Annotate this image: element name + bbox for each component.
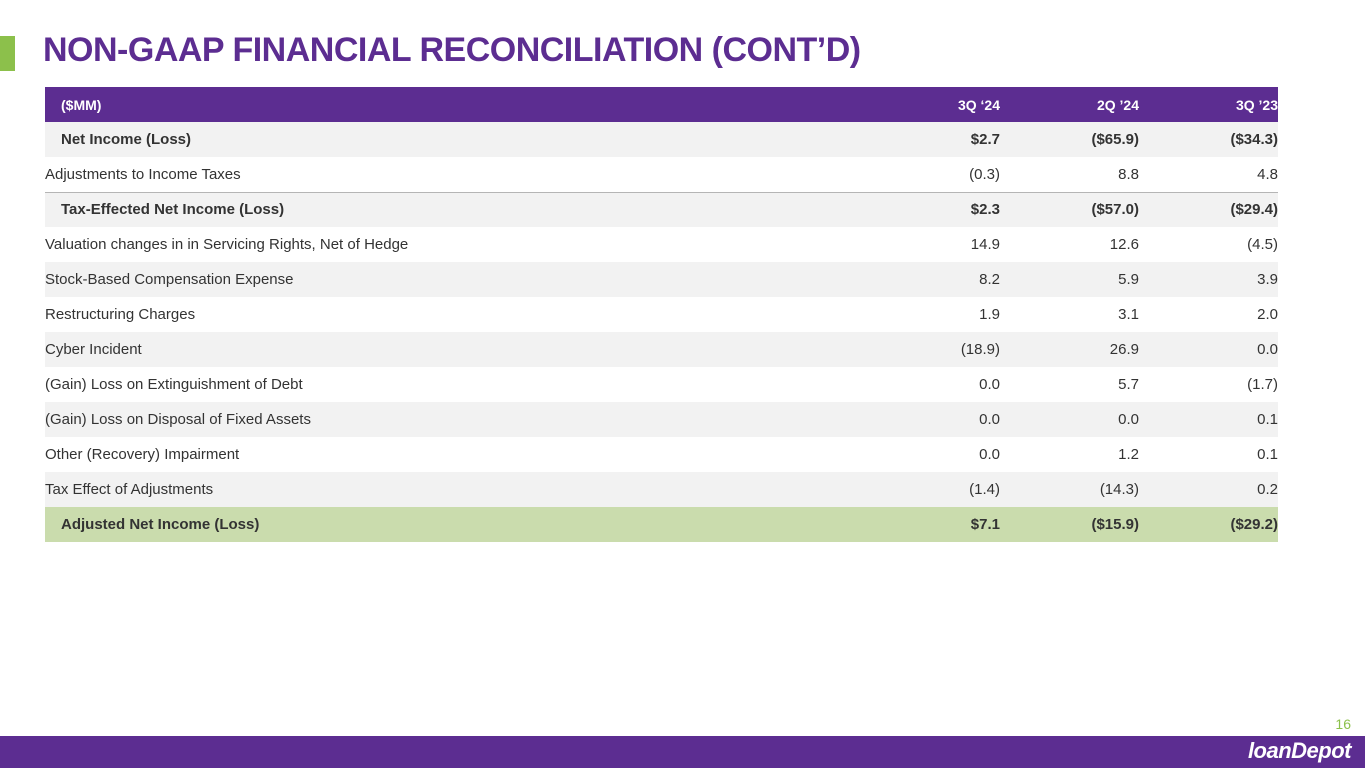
row-label: Stock-Based Compensation Expense (45, 271, 294, 288)
table-row (45, 297, 1278, 332)
row-value-3q24: 0.0 (979, 446, 1000, 463)
page-title: NON-GAAP FINANCIAL RECONCILIATION (CONT’D) (43, 31, 861, 69)
table-row (45, 367, 1278, 402)
row-value-3q24: (1.4) (969, 481, 1000, 498)
row-value-3q23: 0.2 (1257, 481, 1278, 498)
row-value-2q24: ($15.9) (1091, 516, 1139, 533)
row-value-3q23: 0.1 (1257, 411, 1278, 428)
row-label: (Gain) Loss on Extinguishment of Debt (45, 376, 303, 393)
row-label: Valuation changes in in Servicing Rights, Net of Hedge (45, 236, 409, 253)
row-value-3q24: (0.3) (720, 157, 1000, 192)
row-value-3q23: 3.9 (1257, 271, 1278, 288)
row-value-3q24: 14.9 (970, 236, 1000, 253)
row-label: Restructuring Charges (45, 306, 196, 323)
table-row (45, 122, 1278, 157)
row-value-3q24: 0.0 (979, 376, 1000, 393)
table-row (45, 192, 1278, 227)
page-number: 16 (1335, 716, 1351, 732)
row-value-3q24: (18.9) (960, 341, 1000, 358)
table-row-total (45, 507, 1278, 542)
table-row (45, 437, 1278, 472)
row-value-2q24: 5.7 (1118, 376, 1139, 393)
row-value-2q24: (14.3) (1099, 481, 1139, 498)
table-row (45, 402, 1278, 437)
row-value-3q23: (1.7) (1247, 376, 1278, 393)
row-value-3q24: $7.1 (970, 516, 1000, 533)
row-label: Adjusted Net Income (Loss) (61, 516, 260, 533)
row-label: Other (Recovery) Impairment (45, 446, 240, 463)
table-header-row (45, 87, 1278, 122)
row-value-2q24: ($57.0) (1091, 201, 1139, 219)
footer-bar (0, 736, 1365, 768)
table-row (45, 472, 1278, 507)
row-value-3q23: 0.0 (1257, 341, 1278, 358)
row-value-3q24: $2.3 (970, 201, 1000, 219)
row-value-2q24: 12.6 (1109, 236, 1139, 253)
table-row (45, 157, 1278, 192)
reconciliation-table (45, 87, 1278, 542)
row-value-2q24: 8.8 (1000, 157, 1139, 192)
row-value-2q24: 3.1 (1118, 306, 1139, 323)
row-value-2q24: 26.9 (1109, 341, 1139, 358)
row-value-3q23: ($29.2) (1230, 516, 1278, 533)
row-value-3q24: 8.2 (979, 271, 1000, 288)
row-value-3q23: (4.5) (1247, 236, 1278, 253)
row-label: Net Income (Loss) (61, 131, 192, 148)
row-value-2q24: ($65.9) (1091, 131, 1139, 148)
header-col-3: 3Q ’23 (1235, 96, 1278, 113)
row-value-3q23: 2.0 (1257, 306, 1278, 323)
table-row (45, 262, 1278, 297)
table-row (45, 332, 1278, 367)
row-value-3q24: 1.9 (979, 306, 1000, 323)
row-value-3q23: ($34.3) (1230, 131, 1278, 148)
row-value-3q24: $2.7 (970, 131, 1000, 148)
row-value-3q23: 0.1 (1257, 446, 1278, 463)
row-value-2q24: 1.2 (1118, 446, 1139, 463)
table-row (45, 227, 1278, 262)
header-col-2: 2Q ’24 (1096, 96, 1139, 113)
loandepot-logo: loanDepot (1247, 738, 1351, 763)
row-value-2q24: 0.0 (1118, 411, 1139, 428)
row-label: Cyber Incident (45, 341, 142, 358)
row-value-3q23: ($29.4) (1230, 201, 1278, 219)
row-label: Tax-Effected Net Income (Loss) (61, 201, 285, 219)
row-value-3q24: 0.0 (979, 411, 1000, 428)
header-label: ($MM) (61, 96, 102, 113)
row-label: (Gain) Loss on Disposal of Fixed Assets (45, 411, 311, 428)
row-value-3q23: 4.8 (1139, 157, 1278, 192)
row-label: Adjustments to Income Taxes (45, 157, 720, 192)
header-col-1: 3Q ‘24 (957, 96, 1000, 113)
row-label: Tax Effect of Adjustments (45, 481, 214, 498)
title-accent-bar (0, 36, 15, 71)
row-value-2q24: 5.9 (1118, 271, 1139, 288)
